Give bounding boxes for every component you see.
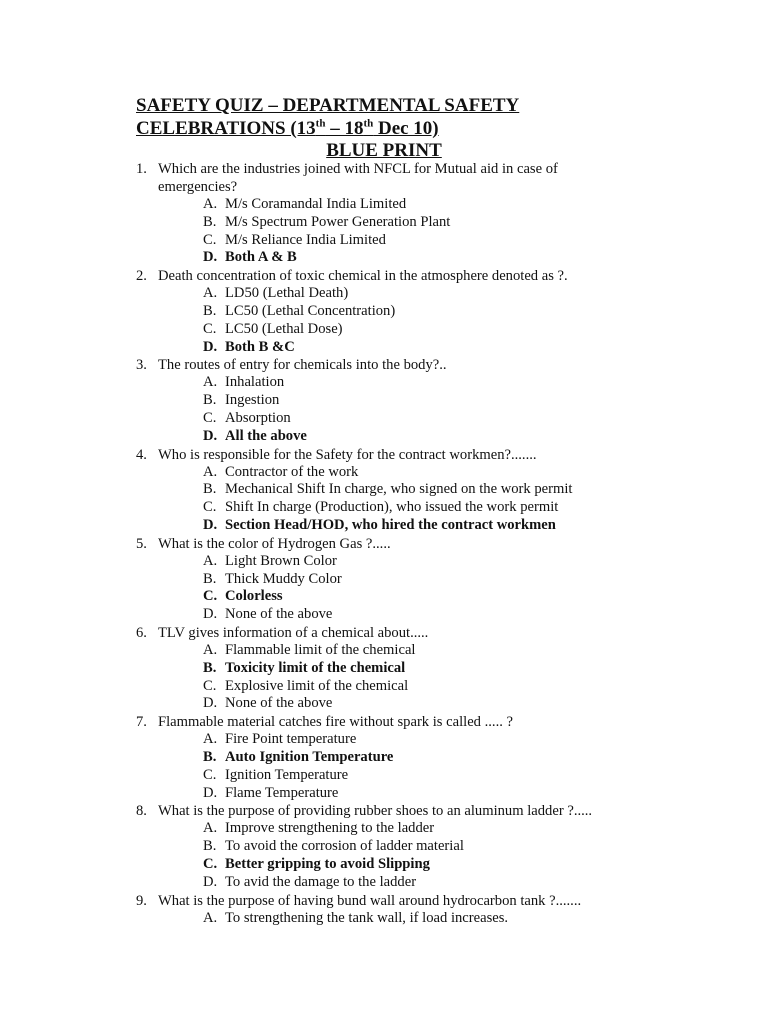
option-letter: C. xyxy=(203,855,218,872)
page-subtitle: BLUE PRINT xyxy=(326,140,442,161)
answer-option-correct xyxy=(0,428,768,446)
option-text: Absorption xyxy=(225,409,291,426)
question-number: 9. xyxy=(136,892,147,909)
option-letter: C. xyxy=(203,409,217,426)
question-line xyxy=(0,713,768,731)
quiz-list xyxy=(0,160,768,927)
option-letter: C. xyxy=(203,677,217,694)
option-letter: C. xyxy=(203,499,217,516)
question-line xyxy=(0,535,768,553)
option-letter: D. xyxy=(203,516,218,533)
option-letter: C. xyxy=(203,320,217,337)
option-letter: B. xyxy=(203,392,217,409)
answer-option xyxy=(0,678,768,696)
question-item xyxy=(0,446,768,535)
question-text: Who is responsible for the Safety for the contract workmen?....... xyxy=(158,446,537,463)
option-text: Flame Temperature xyxy=(225,784,339,801)
page-title xyxy=(136,94,519,140)
question-number: 2. xyxy=(136,268,147,285)
option-letter: D. xyxy=(203,695,218,712)
answer-option xyxy=(0,606,768,624)
option-letter: A. xyxy=(203,552,218,569)
option-text: Fire Point temperature xyxy=(225,731,357,748)
option-letter: A. xyxy=(203,463,218,480)
answer-option xyxy=(0,767,768,785)
option-text: LD50 (Lethal Death) xyxy=(225,285,349,302)
answer-option-correct xyxy=(0,517,768,535)
answer-option xyxy=(0,820,768,838)
option-letter: A. xyxy=(203,641,218,658)
option-text: Section Head/HOD, who hired the contract workmen xyxy=(225,516,556,533)
answer-option xyxy=(0,392,768,410)
question-text: Death concentration of toxic chemical in the atmosphere denoted as ?. xyxy=(158,268,568,285)
question-number: 8. xyxy=(136,803,147,820)
question-line xyxy=(0,624,768,642)
title-line-2-part: Dec 10) xyxy=(373,118,439,139)
question-number: 7. xyxy=(136,714,147,731)
answer-option xyxy=(0,695,768,713)
answer-option xyxy=(0,838,768,856)
option-text: Light Brown Color xyxy=(225,552,337,569)
option-text: M/s Spectrum Power Generation Plant xyxy=(225,213,451,230)
option-letter: A. xyxy=(203,731,218,748)
question-text: What is the color of Hydrogen Gas ?..... xyxy=(158,535,391,552)
option-letter: B. xyxy=(203,659,217,676)
option-letter: A. xyxy=(203,374,218,391)
option-letter: B. xyxy=(203,302,217,319)
answer-option xyxy=(0,232,768,250)
title-superscript: th xyxy=(315,117,326,130)
option-text: To strengthening the tank wall, if load increases. xyxy=(225,909,509,926)
question-number: 6. xyxy=(136,624,147,641)
title-superscript: th xyxy=(363,117,374,130)
answer-option xyxy=(0,196,768,214)
option-text: Colorless xyxy=(225,588,283,605)
answer-option xyxy=(0,374,768,392)
option-text: All the above xyxy=(225,427,307,444)
answer-option xyxy=(0,553,768,571)
option-letter: D. xyxy=(203,427,218,444)
answer-option xyxy=(0,874,768,892)
option-letter: D. xyxy=(203,338,218,355)
option-text: None of the above xyxy=(225,606,333,623)
option-letter: B. xyxy=(203,213,217,230)
option-text: To avoid the corrosion of ladder material xyxy=(225,838,464,855)
answer-option-correct xyxy=(0,749,768,767)
answer-option xyxy=(0,410,768,428)
option-text: To avid the damage to the ladder xyxy=(225,873,417,890)
question-item xyxy=(0,160,768,267)
title-line-1: SAFETY QUIZ – DEPARTMENTAL SAFETY xyxy=(136,95,520,116)
question-item xyxy=(0,267,768,356)
question-item xyxy=(0,535,768,624)
option-text: M/s Coramandal India Limited xyxy=(225,196,407,212)
option-letter: A. xyxy=(203,820,218,837)
option-text: LC50 (Lethal Dose) xyxy=(225,320,343,337)
question-number: 5. xyxy=(136,535,147,552)
option-text: Improve strengthening to the ladder xyxy=(225,820,435,837)
answer-option xyxy=(0,499,768,517)
option-text: Both A & B xyxy=(225,249,297,266)
option-text: Mechanical Shift In charge, who signed on the work permit xyxy=(225,481,573,498)
question-item xyxy=(0,356,768,445)
option-text: Explosive limit of the chemical xyxy=(225,677,409,694)
question-line xyxy=(0,267,768,285)
answer-option xyxy=(0,481,768,499)
answer-option xyxy=(0,464,768,482)
answer-option xyxy=(0,785,768,803)
question-number: 3. xyxy=(136,357,147,374)
option-text: Inhalation xyxy=(225,374,285,391)
question-item xyxy=(0,802,768,891)
answer-option xyxy=(0,303,768,321)
option-letter: B. xyxy=(203,748,217,765)
option-text: Contractor of the work xyxy=(225,463,359,480)
option-text: Both B &C xyxy=(225,338,295,355)
question-line xyxy=(0,892,768,910)
option-letter: B. xyxy=(203,838,217,855)
option-text: Ignition Temperature xyxy=(225,766,349,783)
answer-option-correct xyxy=(0,660,768,678)
option-text: LC50 (Lethal Concentration) xyxy=(225,302,396,319)
question-line xyxy=(0,356,768,374)
option-letter: D. xyxy=(203,606,218,623)
question-item xyxy=(0,892,768,928)
title-line-2 xyxy=(136,117,519,140)
question-text: TLV gives information of a chemical about..... xyxy=(158,624,429,641)
answer-option xyxy=(0,731,768,749)
title-line-2-part: CELEBRATIONS (13 xyxy=(136,118,316,139)
answer-option xyxy=(0,642,768,660)
question-text: What is the purpose of having bund wall around hydrocarbon tank ?....... xyxy=(158,892,582,909)
option-text: Auto Ignition Temperature xyxy=(225,748,394,765)
answer-option xyxy=(0,285,768,303)
answer-option xyxy=(0,910,768,928)
option-letter: C. xyxy=(203,766,217,783)
answer-option xyxy=(0,321,768,339)
option-letter: A. xyxy=(203,196,218,212)
option-text: Flammable limit of the chemical xyxy=(225,641,416,658)
question-line xyxy=(0,160,768,196)
option-text: Ingestion xyxy=(225,392,280,409)
option-letter: D. xyxy=(203,249,218,266)
question-text: Which are the industries joined with NFCL for Mutual aid in case of emergencies? xyxy=(158,161,558,195)
option-text: Better gripping to avoid Slipping xyxy=(225,855,430,872)
option-letter: C. xyxy=(203,588,218,605)
option-text: M/s Reliance India Limited xyxy=(225,231,386,248)
question-item xyxy=(0,713,768,802)
question-text: What is the purpose of providing rubber shoes to an aluminum ladder ?..... xyxy=(158,803,593,820)
option-letter: D. xyxy=(203,873,218,890)
option-letter: B. xyxy=(203,481,217,498)
option-text: Toxicity limit of the chemical xyxy=(225,659,406,676)
answer-option-correct xyxy=(0,588,768,606)
option-letter: A. xyxy=(203,285,218,302)
option-text: Shift In charge (Production), who issued the work permit xyxy=(225,499,559,516)
question-number: 4. xyxy=(136,446,147,463)
option-letter: D. xyxy=(203,784,218,801)
answer-option-correct xyxy=(0,856,768,874)
option-letter: C. xyxy=(203,231,217,248)
answer-option xyxy=(0,571,768,589)
question-item xyxy=(0,624,768,713)
answer-option xyxy=(0,214,768,232)
question-line xyxy=(0,802,768,820)
option-letter: A. xyxy=(203,909,218,926)
answer-option-correct xyxy=(0,339,768,357)
option-text: None of the above xyxy=(225,695,333,712)
title-line-2-part: – 18 xyxy=(325,118,364,139)
option-text: Thick Muddy Color xyxy=(225,570,342,587)
option-letter: B. xyxy=(203,570,217,587)
answer-option-correct xyxy=(0,249,768,267)
question-text: The routes of entry for chemicals into the body?.. xyxy=(158,357,447,374)
question-text: Flammable material catches fire without spark is called ..... ? xyxy=(158,714,513,731)
question-number: 1. xyxy=(136,161,147,177)
question-line xyxy=(0,446,768,464)
